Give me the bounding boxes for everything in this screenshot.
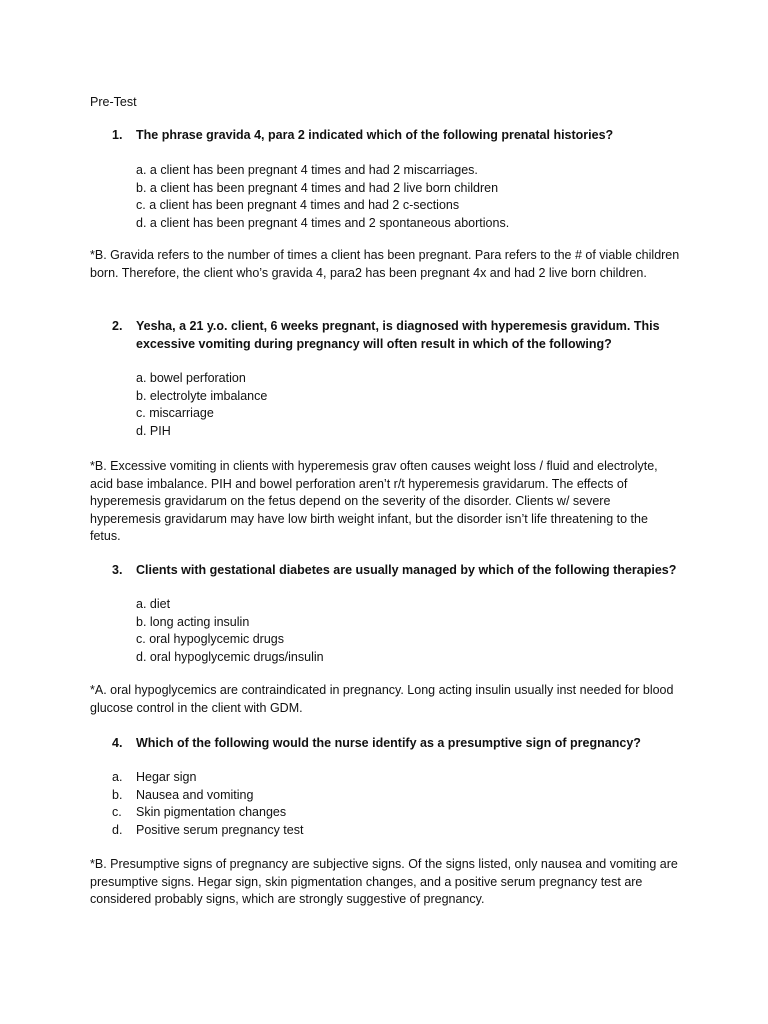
option-a: a. diet [136,597,171,611]
question-3-options [136,596,696,666]
option-d: d. a client has been pregnant 4 times and 2 spontaneous abortions. [136,215,510,230]
option-text: Skin pigmentation changes [136,805,287,820]
option-a: a. a client has been pregnant 4 times and had 2 miscarriages. [136,163,478,177]
option-b: b. a client has been pregnant 4 times and had 2 live born children [136,180,499,195]
option-letter: d. [112,822,123,837]
option-d: d. oral hypoglycemic drugs/insulin [136,649,324,664]
option-text: Hegar sign [136,770,197,784]
option-c: c. oral hypoglycemic drugs [136,632,284,647]
option-c: c. miscarriage [136,406,214,421]
option-a: a. bowel perforation [136,371,246,385]
option-letter: a. [112,770,123,784]
option-letter: b. [112,787,123,802]
option-b [112,787,672,805]
document-title: Pre-Test [90,95,137,109]
question-1 [112,127,692,145]
answer-explanation-4: *B. Presumptive signs of pregnancy are subjective signs. Of the signs listed, only nausea and vomiting are presumptive signs. Hegar sign, skin pigmentation changes, and a positive serum pregnancy test are considered probably signs, which are strongly suggestive of pregnancy. [90,857,678,907]
answer-explanation-3: *A. oral hypoglycemics are contraindicated in pregnancy. Long acting insulin usually inst needed for blood glucose control in the client with GDM. [90,683,674,715]
question-text: Yesha, a 21 y.o. client, 6 weeks pregnant, is diagnosed with hyperemesis gravidum. This excessive vomiting during pregnancy will often result in which of the following? [136,319,660,351]
question-2-options [136,370,696,440]
option-d: d. PIH [136,423,171,438]
question-text: Clients with gestational diabetes are usually managed by which of the following therapies? [136,563,677,577]
option-b: b. long acting insulin [136,614,250,629]
option-c: c. a client has been pregnant 4 times and had 2 c-sections [136,198,460,213]
question-text: Which of the following would the nurse identify as a presumptive sign of pregnancy? [136,736,641,750]
question-1-options [136,162,696,232]
option-letter: c. [112,805,122,820]
option-text: Positive serum pregnancy test [136,822,304,837]
option-a [112,769,672,787]
question-number: 2. [112,319,123,333]
option-b: b. electrolyte imbalance [136,388,268,403]
question-text: The phrase gravida 4, para 2 indicated which of the following prenatal histories? [136,128,614,142]
option-c [112,804,672,822]
question-4 [112,735,692,753]
question-number: 3. [112,563,123,577]
question-3 [112,562,692,580]
question-number: 1. [112,128,123,142]
question-number: 4. [112,736,123,750]
question-4-options [112,769,672,839]
option-d [112,822,672,840]
option-text: Nausea and vomiting [136,787,254,802]
question-2 [112,318,692,353]
answer-explanation-2: *B. Excessive vomiting in clients with hyperemesis grav often causes weight loss / fluid and electrolyte, acid base imbalance. PIH and bowel perforation aren’t r/t hyperemesis gravidarum. The effects of hyperemesis gravidarum on the fetus depend on the severity of the disorder. Clients w/ severe hyperemesis gravidarum may have low birth weight infant, but the disorder isn’t life threatening to the fetus. [90,459,658,544]
answer-explanation-1: *B. Gravida refers to the number of times a client has been pregnant. Para refers to the # of viable children born. Therefore, the client who’s gravida 4, para2 has been pregnant 4x and had 2 live born children. [90,248,680,280]
